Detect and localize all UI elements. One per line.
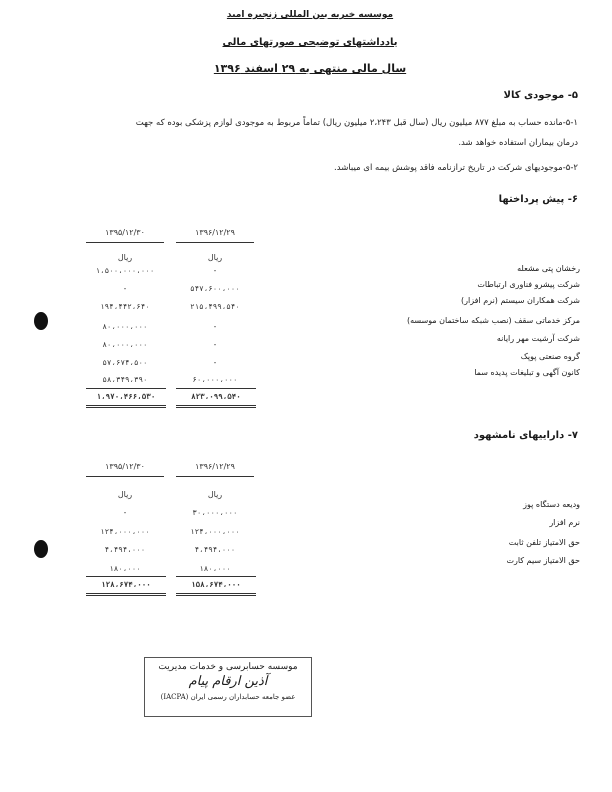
s7-row-current: ۱۲۴،۰۰۰،۰۰۰	[190, 527, 240, 536]
section5-para1-line2: درمان بیماران استفاده خواهد شد.	[458, 138, 578, 148]
s7-header-current: ۱۳۹۶/۱۲/۲۹	[195, 462, 235, 471]
s6-row-label: شرکت پیشرو فناوری ارتباطات	[477, 280, 580, 289]
section5-para1-line1: ۵-۱-مانده حساب به مبلغ ۸۷۷ میلیون ریال (سال قبل ۲،۲۴۳ میلیون ریال) تماماً مربوط به موجودی لوازم پزشکی بوده که جهت	[135, 118, 578, 128]
auditor-stamp	[144, 657, 312, 717]
s6-row-prior: ۱۹۴،۴۴۲،۶۴۰	[100, 302, 150, 311]
s6-subtotal-rule-prior	[86, 388, 166, 389]
s7-header-rule-prior	[86, 476, 164, 477]
s6-total-current: ۸۲۳،۰۹۹،۵۴۰	[191, 392, 241, 401]
s6-header-rule-prior	[86, 242, 164, 243]
s6-row-prior: ۵۸،۳۴۹،۳۹۰	[102, 375, 148, 384]
s7-row-prior: ۴،۴۹۴،۰۰۰	[104, 545, 146, 554]
s6-row-prior: ۱،۵۰۰،۰۰۰،۰۰۰	[95, 266, 155, 275]
s6-row-label: گروه صنعتی پوپک	[520, 352, 580, 361]
period-title: سال مالی منتهی به ۲۹ اسفند ۱۳۹۶	[213, 62, 407, 75]
s6-total-rule-current	[176, 405, 256, 408]
s6-header-current: ۱۳۹۶/۱۲/۲۹	[195, 228, 235, 237]
section5-heading: ۵- موجودی کالا	[503, 90, 578, 101]
punch-hole-bottom	[34, 540, 48, 558]
s6-row-label: مرکز خدماتی سقف (نصب شبکه ساختمان موسسه)	[406, 316, 580, 325]
s6-row-current: -	[212, 358, 218, 367]
s6-subtotal-rule-current	[176, 388, 256, 389]
s7-total-current: ۱۵۸،۶۷۴،۰۰۰	[191, 580, 241, 589]
s6-row-current: -	[212, 266, 218, 275]
s6-row-current: -	[212, 340, 218, 349]
section5-para2: ۵-۲-موجودیهای شرکت در تاریخ ترازنامه فاقد پوشش بیمه ای میباشد.	[334, 163, 578, 173]
s6-row-prior: ۵۷،۶۷۴،۵۰۰	[102, 358, 148, 367]
stamp-line3: عضو جامعه حسابداران رسمی ایران (IACPA)	[160, 693, 296, 701]
s6-row-prior: ۸۰،۰۰۰،۰۰۰	[102, 322, 148, 331]
s6-total-rule-prior	[86, 405, 166, 408]
punch-hole-top	[34, 312, 48, 330]
s7-row-prior: ۱۲۴،۰۰۰،۰۰۰	[100, 527, 150, 536]
s7-unit-current: ریال	[207, 490, 223, 499]
s6-unit-prior: ریال	[117, 253, 133, 262]
s7-row-label: ودیعه دستگاه پوز	[523, 500, 580, 509]
s6-row-prior: ۸۰،۰۰۰،۰۰۰	[102, 340, 148, 349]
s6-row-current: ۶۰،۰۰۰،۰۰۰	[192, 375, 238, 384]
s6-unit-current: ریال	[207, 253, 223, 262]
s6-row-label: کانون آگهی و تبلیغات پدیده سما	[474, 368, 580, 377]
section6-heading: ۶- پیش پرداختها	[498, 194, 578, 205]
s7-row-label: حق الامتیاز تلفن ثابت	[508, 538, 580, 547]
s7-row-current: ۳۰،۰۰۰،۰۰۰	[192, 508, 238, 517]
s7-row-prior: -	[122, 508, 128, 517]
s6-row-current: ۲۱۵،۴۹۹،۵۴۰	[190, 302, 240, 311]
s7-row-label: نرم افزار	[549, 518, 580, 527]
s6-row-label: شرکت همکاران سیستم (نرم افزار)	[461, 296, 580, 305]
s6-header-prior: ۱۳۹۵/۱۲/۳۰	[105, 228, 145, 237]
s7-header-rule-current	[176, 476, 254, 477]
s7-total-prior: ۱۲۸،۶۷۴،۰۰۰	[101, 580, 151, 589]
s6-total-prior: ۱،۹۷۰،۴۶۶،۵۳۰	[96, 392, 156, 401]
s7-total-rule-prior	[86, 593, 166, 596]
stamp-line1: موسسه حسابرسی و خدمات مدیریت	[158, 662, 298, 672]
s6-row-current: -	[212, 322, 218, 331]
document-subtitle: یادداشتهای توضیحی صورتهای مالی	[222, 37, 398, 48]
s6-row-prior: -	[122, 284, 128, 293]
s7-row-current: ۱۸۰،۰۰۰	[199, 564, 231, 573]
institution-name: موسسه خیریه بین المللی زنجیره امید	[226, 10, 394, 20]
s7-row-current: ۴،۴۹۴،۰۰۰	[194, 545, 236, 554]
s7-subtotal-rule-prior	[86, 576, 166, 577]
stamp-line2: آذین ارقام پیام	[188, 674, 268, 689]
s7-row-prior: ۱۸۰،۰۰۰	[109, 564, 141, 573]
s7-total-rule-current	[176, 593, 256, 596]
s7-row-label: حق الامتیاز سیم کارت	[506, 556, 580, 565]
section7-heading: ۷- داراییهای نامشهود	[473, 430, 578, 441]
s7-unit-prior: ریال	[117, 490, 133, 499]
s6-header-rule-current	[176, 242, 254, 243]
s7-header-prior: ۱۳۹۵/۱۲/۳۰	[105, 462, 145, 471]
s7-subtotal-rule-current	[176, 576, 256, 577]
s6-row-label: رخشان پتی مشعله	[517, 264, 580, 273]
s6-row-current: ۵۴۷،۶۰۰،۰۰۰	[190, 284, 240, 293]
s6-row-label: شرکت آرشیت مهر رایانه	[496, 334, 580, 343]
